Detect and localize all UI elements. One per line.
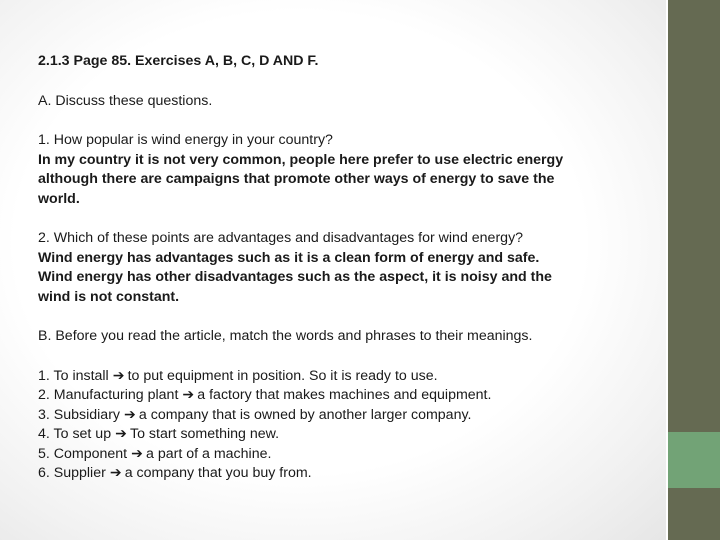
match-term: 1. To install	[38, 367, 109, 384]
match-term: 3. Subsidiary	[38, 406, 121, 423]
answer-1-line-3: world.	[38, 190, 80, 207]
match-item	[38, 367, 648, 387]
match-meaning: a company that you buy from.	[124, 465, 312, 481]
match-meaning: a part of a machine.	[146, 445, 272, 462]
answer-2-line-3: wind is not constant.	[38, 288, 180, 305]
page-title: 2.1.3 Page 85. Exercises A, B, C, D AND F.	[38, 53, 319, 69]
sidebar-accent-dark-bottom	[668, 488, 720, 540]
match-item	[38, 406, 648, 426]
question-2: 2. Which of these points are advantages and disadvantages for wind energy?	[38, 230, 524, 246]
match-meaning: To start something new.	[129, 426, 280, 442]
sidebar-accent-green	[668, 432, 720, 488]
match-term: 6. Supplier	[38, 465, 106, 481]
match-list	[38, 367, 648, 484]
match-term: 5. Component	[38, 445, 128, 462]
match-item	[38, 425, 648, 445]
question-2-block	[38, 229, 648, 307]
sidebar-accent-dark	[668, 0, 720, 432]
right-arrow-icon: ➔	[112, 367, 125, 384]
section-a-title: A. Discuss these questions.	[38, 92, 213, 109]
match-meaning: a factory that makes machines and equipment.	[197, 387, 492, 403]
answer-2-line-1: Wind energy has advantages such as it is a clean form of energy and safe.	[38, 249, 540, 266]
match-meaning: a company that is owned by another larger company.	[138, 406, 472, 423]
question-1-block	[38, 131, 648, 209]
right-arrow-icon: ➔	[124, 406, 136, 423]
answer-2-line-2: Wind energy has other disadvantages such as the aspect, it is noisy and the	[38, 269, 552, 285]
slide-content	[38, 52, 648, 484]
match-meaning: to put equipment in position. So it is ready to use.	[127, 367, 438, 384]
match-term: 2. Manufacturing plant	[38, 387, 179, 403]
right-arrow-icon: ➔	[115, 426, 127, 442]
match-item	[38, 445, 648, 465]
match-term: 4. To set up	[38, 426, 112, 442]
right-arrow-icon: ➔	[109, 465, 122, 481]
right-arrow-icon: ➔	[182, 387, 195, 403]
right-arrow-icon: ➔	[131, 445, 144, 462]
section-b-title: B. Before you read the article, match the words and phrases to their meanings.	[38, 328, 533, 344]
answer-1-line-1: In my country it is not very common, people here prefer to use electric energy	[38, 151, 564, 168]
question-1: 1. How popular is wind energy in your country?	[38, 132, 333, 148]
match-item	[38, 464, 648, 484]
match-item	[38, 386, 648, 406]
answer-1-line-2: although there are campaigns that promote other ways of energy to save the	[38, 171, 555, 187]
